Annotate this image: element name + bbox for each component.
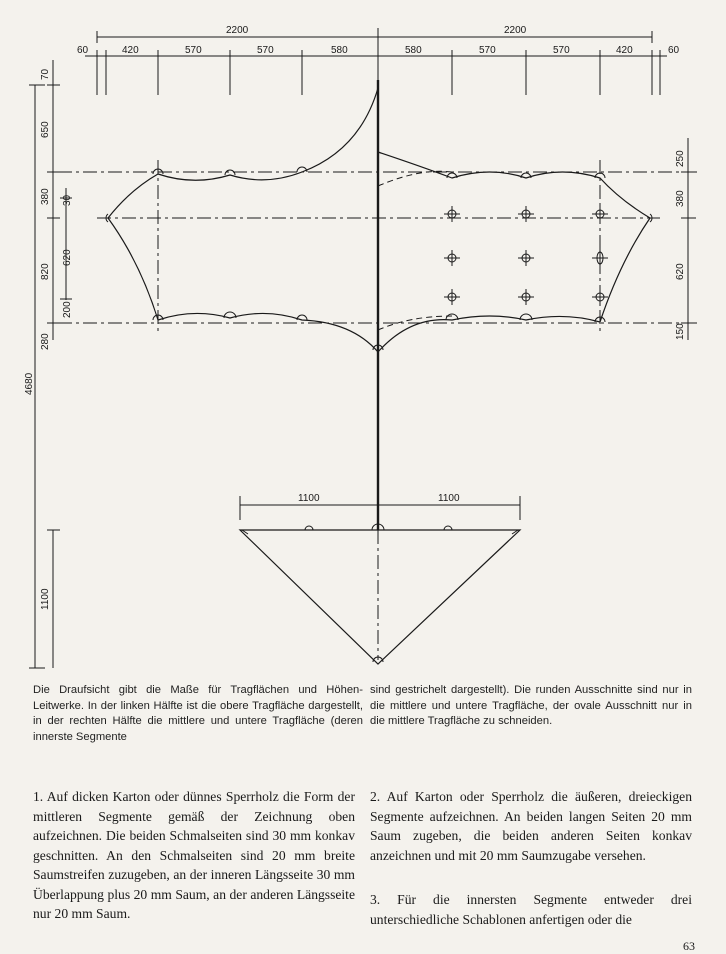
dim-seg-3: 570 bbox=[257, 45, 274, 56]
dim-left-2: 380 bbox=[40, 188, 51, 205]
dim-seg-9: 60 bbox=[668, 45, 680, 56]
dim-right-1: 380 bbox=[675, 190, 686, 207]
dim-seg-2: 570 bbox=[185, 45, 202, 56]
dim-tail-right: 1100 bbox=[438, 493, 460, 504]
figure-caption-right: sind gestrichelt dargestellt). Die runden Ausschnitte sind nur in die mittlere und untere Tragfläche, der ovale Ausschnitt nur in die mittlere Tragfläche zu schneiden. bbox=[370, 684, 692, 727]
dim-seg-4: 580 bbox=[331, 45, 348, 56]
dim-left-1: 650 bbox=[40, 121, 51, 138]
dim-left-4: 620 bbox=[62, 249, 73, 266]
dim-top-left-total: 2200 bbox=[226, 25, 249, 36]
dim-seg-1: 420 bbox=[122, 45, 139, 56]
figure-caption-left: Die Draufsicht gibt die Maße für Tragflächen und Höhen-Leitwerke. In der linken Hälfte ist die obere Tragfläche dargestellt, in der rechten Hälfte die mittlere und untere Tragfläche (deren innerste Segmente bbox=[33, 684, 363, 743]
instruction-step-1: 1. Auf dicken Karton oder dünnes Sperrholz die Form der mittleren Segmente gemäß der Zeichnung oben aufzeichnen. Die beiden Schmalseiten sind 30 mm konkav geschnitten. An den Schmalseiten sind 20 mm breite Saumstreifen zuzugeben, an der inneren Längsseite 30 mm Überlappung plus 20 mm Saum, an der anderen Längsseite nur 20 mm Saum. bbox=[33, 789, 355, 921]
dim-seg-5: 580 bbox=[405, 45, 422, 56]
instruction-step-3: 3. Für die innersten Segmente entweder drei unterschiedliche Schablonen anfertigen oder die bbox=[370, 892, 692, 927]
dim-seg-0: 60 bbox=[77, 45, 89, 56]
dim-left-0: 70 bbox=[40, 68, 51, 80]
page-number: 63 bbox=[683, 939, 695, 953]
dim-right-3: 150 bbox=[675, 323, 686, 340]
dim-seg-7: 570 bbox=[553, 45, 570, 56]
dim-seg-6: 570 bbox=[479, 45, 496, 56]
dim-left-6: 200 bbox=[62, 301, 73, 318]
dim-left-3: 30 bbox=[62, 194, 73, 206]
dim-right-2: 620 bbox=[675, 263, 686, 280]
dim-seg-8: 420 bbox=[616, 45, 633, 56]
dim-right-0: 250 bbox=[675, 150, 686, 167]
dim-left-7: 280 bbox=[40, 333, 51, 350]
dim-left-tail: 1100 bbox=[40, 588, 51, 610]
dim-left-5: 820 bbox=[40, 263, 51, 280]
dim-top-right-total: 2200 bbox=[504, 25, 527, 36]
instruction-step-2: 2. Auf Karton oder Sperrholz die äußeren, dreieckigen Segmente aufzeichnen. An beiden langen Seiten 20 mm Saum zugeben, die beiden anderen Seiten konkav anzeichnen und mit 20 mm Saumzugabe versehen. bbox=[370, 789, 692, 863]
dim-tail-left: 1100 bbox=[298, 493, 320, 504]
dim-left-total: 4680 bbox=[24, 372, 35, 395]
